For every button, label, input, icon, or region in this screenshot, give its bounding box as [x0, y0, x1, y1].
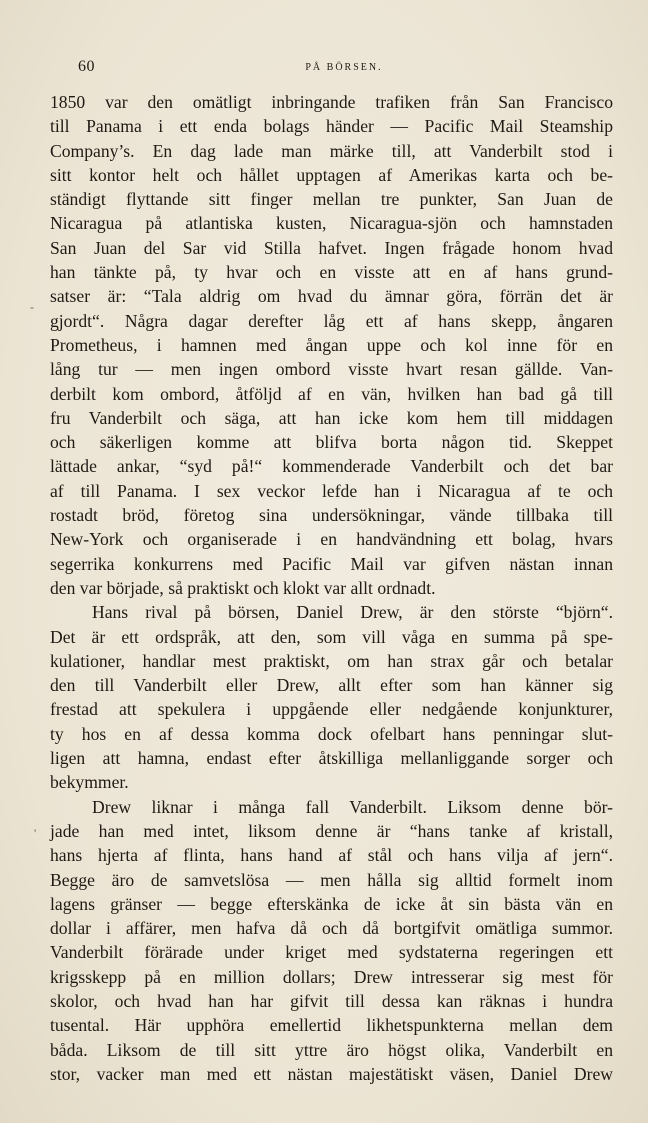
- text-line: han tänkte på, ty hvar och en visste att en af hans grund-: [50, 262, 613, 283]
- text-line: Prometheus, i hamnen med ångan uppe och kol inne för en: [50, 334, 613, 355]
- text-line: Nicaragua på atlantiska kusten, Nicaragua-sjön och hamnstaden: [50, 213, 613, 234]
- text-line: Begge äro de samvetslösa — men hålla sig alltid formelt inom: [50, 869, 613, 890]
- text-line: den var började, så praktiskt och klokt var allt ordnadt.: [50, 577, 436, 598]
- text-line: jade han med intet, liksom denne är “hans tanke af kristall,: [50, 820, 613, 841]
- running-title: PÅ BÖRSEN.: [305, 62, 383, 73]
- text-line: dollar i affärer, men hafva då och då bortgifvit omätliga summor.: [50, 918, 613, 939]
- margin-speck: ': [34, 826, 37, 840]
- text-line: Drew liknar i många fall Vanderbilt. Liksom denne bör-: [92, 796, 613, 817]
- text-line: ligen att hamna, endast efter åtskilliga mellanliggande sorger och: [50, 748, 613, 769]
- text-line: frestad att spekulera i uppgående eller nedgående konjunkturer,: [50, 699, 613, 720]
- text-line: Vanderbilt förärade under kriget med sydstaterna regeringen ett: [50, 942, 613, 963]
- text-line: ty hos en af dessa komma dock ofelbart hans penningar slut-: [50, 723, 613, 744]
- text-line: krigsskepp på en million dollars; Drew intresserar sig mest för: [50, 966, 613, 987]
- text-line: till Panama i ett enda bolags händer — Pacific Mail Steamship: [50, 116, 613, 137]
- text-line: New-York och organiserade i en handvändning ett bolag, hvars: [50, 529, 613, 550]
- text-line: segerrika konkurrens med Pacific Mail var gifven nästan innan: [50, 553, 613, 574]
- text-line: derbilt kom ombord, åtföljd af en vän, hvilken han bad gå till: [50, 383, 613, 404]
- text-line: ständigt flyttande sitt finger mellan tre punkter, San Juan de: [50, 189, 613, 210]
- margin-speck: -: [30, 300, 34, 314]
- text-line: gjordt“. Några dagar derefter låg ett af hans skepp, ångaren: [50, 310, 613, 331]
- text-line: tusental. Här upphöra emellertid likhetspunkterna mellan dem: [50, 1015, 613, 1036]
- text-line: lång tur — men ingen ombord visste hvart resan gällde. Van-: [50, 359, 613, 380]
- text-line: båda. Liksom de till sitt yttre äro högst olika, Vanderbilt en: [50, 1039, 613, 1060]
- text-line: Company’s. En dag lade man märke till, att Vanderbilt stod i: [50, 140, 613, 161]
- text-line: 1850 var den omätligt inbringande trafiken från San Francisco: [50, 92, 613, 112]
- page-number: 60: [78, 58, 95, 75]
- body-text: [50, 90, 613, 1086]
- text-line: rostadt bröd, företog sina undersökningar, vände tillbaka till: [50, 505, 613, 526]
- text-line: Det är ett ordspråk, att den, som vill våga en summa på spe-: [50, 626, 613, 647]
- text-line: satser är: “Tala aldrig om hvad du ämnar göra, förrän det är: [50, 286, 613, 307]
- text-line: af till Panama. I sex veckor lefde han i Nicaragua af te och: [50, 480, 613, 501]
- text-line: kulationer, handlar mest praktiskt, om han strax går och betalar: [50, 650, 613, 671]
- text-line: bekymmer.: [50, 772, 129, 793]
- text-line: Hans rival på börsen, Daniel Drew, är den störste “björn“.: [92, 602, 613, 623]
- text-line: sitt kontor helt och hållet upptagen af Amerikas karta och be-: [50, 164, 613, 185]
- text-line: San Juan del Sar vid Stilla hafvet. Ingen frågade honom hvad: [50, 237, 613, 258]
- text-line: hans hjerta af flinta, hans hand af stål och hans vilja af jern“.: [50, 845, 613, 866]
- text-line: skolor, och hvad han har gifvit till dessa kan räknas i hundra: [50, 990, 613, 1011]
- text-line: och säkerligen komme att blifva borta någon tid. Skeppet: [50, 432, 613, 453]
- running-head: [78, 58, 610, 80]
- text-line: den till Vanderbilt eller Drew, allt efter som han känner sig: [50, 675, 613, 696]
- text-line: fru Vanderbilt och säga, att han icke kom hem till middagen: [50, 407, 613, 428]
- text-line: stor, vacker man med ett nästan majestätiskt väsen, Daniel Drew: [50, 1063, 613, 1084]
- text-line: lättade ankar, “syd på!“ kommenderade Vanderbilt och det bar: [50, 456, 613, 477]
- text-line: lagens gränser — begge efterskänka de icke åt sin bästa vän en: [50, 893, 613, 914]
